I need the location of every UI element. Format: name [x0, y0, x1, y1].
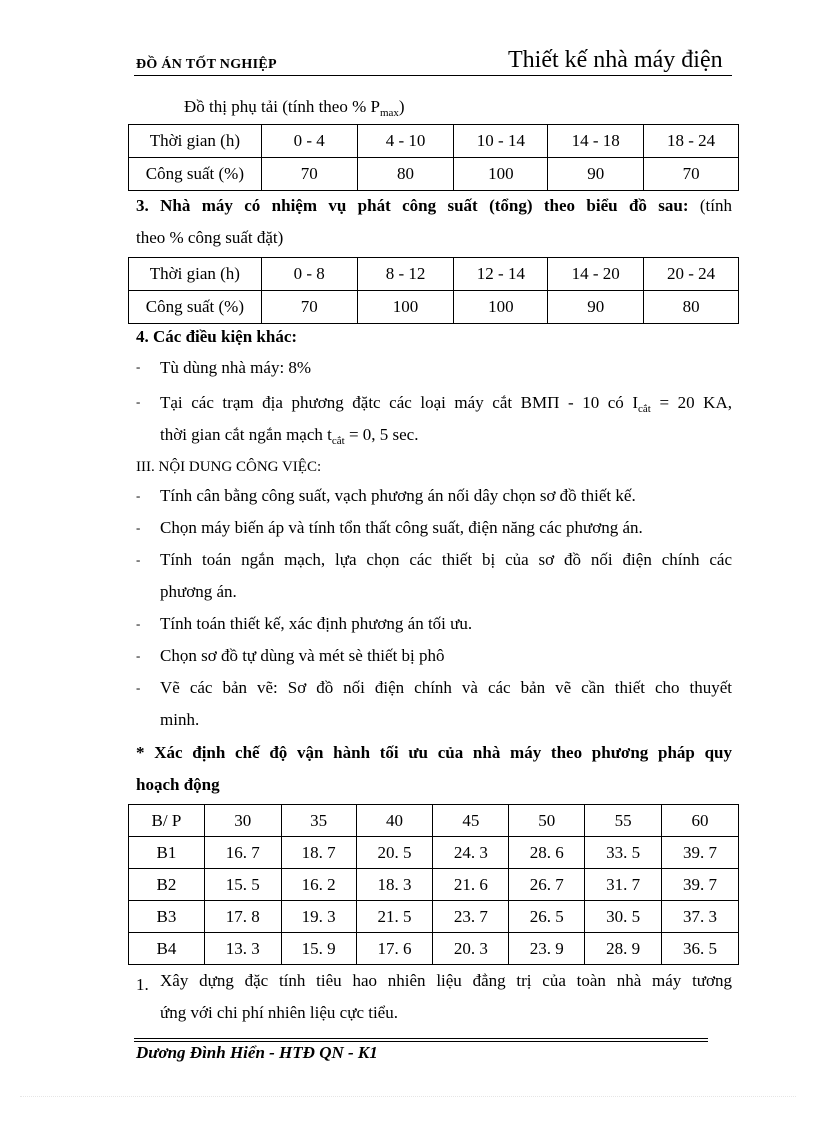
table-cell: 26. 7 — [509, 869, 585, 901]
table-cell: 21. 5 — [356, 901, 433, 933]
load-table — [128, 124, 739, 191]
table-row — [129, 258, 739, 291]
table-cell: 23. 9 — [509, 933, 585, 965]
section3-line2: theo % công suất đặt) — [136, 228, 284, 247]
numbered-marker: 1. — [136, 975, 149, 994]
bullet-dash: - — [136, 394, 141, 409]
section4-bullet1: Tù dùng nhà máy: 8% — [160, 358, 312, 377]
table-cell: 31. 7 — [585, 869, 662, 901]
table-cell: 100 — [454, 291, 548, 324]
table-cell: 90 — [548, 158, 644, 191]
table-cell: 20. 5 — [356, 837, 433, 869]
task-item: Tính toán thiết kế, xác định phương án tối ưu. — [160, 614, 473, 633]
table-cell: B2 — [129, 869, 205, 901]
table-cell: 39. 7 — [662, 837, 739, 869]
table-row — [129, 837, 739, 869]
table-row — [129, 291, 739, 324]
task-item-cont: phương án. — [160, 582, 237, 601]
table-cell: 35 — [281, 805, 356, 837]
bullet-dash: - — [136, 552, 141, 567]
table-cell: 15. 5 — [204, 869, 281, 901]
load-chart-caption: Đồ thị phụ tải (tính theo % $P_{max}$) — [184, 97, 405, 119]
table-cell: 4 - 10 — [357, 125, 454, 158]
table-cell: 14 - 20 — [548, 258, 644, 291]
table-cell: B3 — [129, 901, 205, 933]
table-cell: 70 — [261, 291, 357, 324]
task-item: Tính toán ngắn mạch, lựa chọn các thiết bị của sơ đồ nối điện chính các — [160, 550, 732, 569]
task-item: Tính cân bằng công suất, vạch phương án nối dây chọn sơ đồ thiết kế. — [160, 486, 636, 505]
section4-bullet2-cont: thời gian cắt ngắn mạch $t_{cắt} = 0$, 5 sec. — [160, 425, 419, 447]
table-cell: 18. 3 — [356, 869, 433, 901]
optimal-title-line1: * Xác định chế độ vận hành tối ưu của nhà máy theo phương pháp quy — [136, 743, 732, 762]
table-row — [129, 125, 739, 158]
bullet-dash: - — [136, 616, 141, 631]
table-cell: Công suất (%) — [129, 291, 262, 324]
table-cell: 90 — [548, 291, 644, 324]
footer-rule — [134, 1041, 708, 1042]
numbered-line2: ứng với chi phí nhiên liệu cực tiểu. — [160, 1003, 398, 1022]
optimal-title-line2: hoạch động — [136, 775, 220, 794]
table-cell: 36. 5 — [662, 933, 739, 965]
bullet-dash: - — [136, 520, 141, 535]
table-cell: 0 - 4 — [261, 125, 357, 158]
table-cell: 8 - 12 — [357, 258, 454, 291]
table-cell: 18. 7 — [281, 837, 356, 869]
task-item: Chọn máy biến áp và tính tổn thất công suất, điện năng các phương án. — [160, 518, 643, 537]
table-cell: 17. 6 — [356, 933, 433, 965]
table-cell: 50 — [509, 805, 585, 837]
section4-bullet2: Tại các trạm địa phương đặtc các loại máy cắt BMП - 10 có $I_{cắt} = 20$ KA, — [160, 393, 732, 415]
table-cell: 55 — [585, 805, 662, 837]
table-cell: 20 - 24 — [644, 258, 739, 291]
section-iii-title: III. NỘI DUNG CÔNG VIỆC: — [136, 459, 322, 475]
section3-line1: 3. Nhà máy có nhiệm vụ phát công suất (tổng) theo biểu đồ sau: (tính — [136, 196, 733, 215]
numbered-line1: Xây dựng đặc tính tiêu hao nhiên liệu đẳng trị của toàn nhà máy tương — [160, 971, 732, 990]
table-cell: 70 — [261, 158, 357, 191]
table-cell: B1 — [129, 837, 205, 869]
table-cell: 0 - 8 — [261, 258, 357, 291]
table-cell: Công suất (%) — [129, 158, 262, 191]
table-cell: 17. 8 — [204, 901, 281, 933]
header-right: Thiết kế nhà máy điện — [508, 47, 723, 73]
table-row — [129, 901, 739, 933]
table-cell: B/ P — [129, 805, 205, 837]
table-cell: 10 - 14 — [454, 125, 548, 158]
bullet-dash: - — [136, 359, 141, 374]
table-cell: 26. 5 — [509, 901, 585, 933]
table-cell: 80 — [357, 158, 454, 191]
table-cell: 16. 2 — [281, 869, 356, 901]
table-cell: 100 — [454, 158, 548, 191]
table-row — [129, 805, 739, 837]
generation-table — [128, 257, 739, 324]
header-rule — [134, 75, 732, 76]
task-item: Chọn sơ đồ tự dùng và mét sè thiết bị phô — [160, 646, 445, 665]
footer-author: Dương Đình Hiển - HTĐ QN - K1 — [136, 1043, 378, 1062]
table-cell: 28. 6 — [509, 837, 585, 869]
table-cell: 40 — [356, 805, 433, 837]
bullet-dash: - — [136, 648, 141, 663]
table-cell: Thời gian (h) — [129, 258, 262, 291]
table-cell: 30. 5 — [585, 901, 662, 933]
table-cell: 20. 3 — [433, 933, 509, 965]
bullet-dash: - — [136, 680, 141, 695]
table-cell: 60 — [662, 805, 739, 837]
header-left: ĐỒ ÁN TỐT NGHIỆP — [136, 57, 277, 72]
task-item-cont: minh. — [160, 710, 200, 729]
table-cell: 70 — [644, 158, 739, 191]
table-cell: 12 - 14 — [454, 258, 548, 291]
table-cell: 45 — [433, 805, 509, 837]
optimal-table — [128, 804, 739, 965]
table-cell: 100 — [357, 291, 454, 324]
table-cell: Thời gian (h) — [129, 125, 262, 158]
table-cell: 37. 3 — [662, 901, 739, 933]
table-cell: 21. 6 — [433, 869, 509, 901]
table-cell: B4 — [129, 933, 205, 965]
bullet-dash: - — [136, 488, 141, 503]
table-cell: 13. 3 — [204, 933, 281, 965]
table-cell: 16. 7 — [204, 837, 281, 869]
table-cell: 80 — [644, 291, 739, 324]
table-cell: 23. 7 — [433, 901, 509, 933]
section4-title: 4. Các điều kiện khác: — [136, 327, 298, 346]
footer-rule — [134, 1038, 708, 1039]
table-row — [129, 933, 739, 965]
table-cell: 39. 7 — [662, 869, 739, 901]
table-cell: 33. 5 — [585, 837, 662, 869]
table-cell: 18 - 24 — [644, 125, 739, 158]
table-row — [129, 158, 739, 191]
table-cell: 14 - 18 — [548, 125, 644, 158]
table-cell: 19. 3 — [281, 901, 356, 933]
table-row — [129, 869, 739, 901]
table-cell: 24. 3 — [433, 837, 509, 869]
task-item: Vẽ các bản vẽ: Sơ đồ nối điện chính và các bản vẽ cần thiết cho thuyết — [160, 678, 732, 697]
table-cell: 30 — [204, 805, 281, 837]
table-cell: 28. 9 — [585, 933, 662, 965]
page-edge-dots — [20, 1096, 796, 1097]
table-cell: 15. 9 — [281, 933, 356, 965]
